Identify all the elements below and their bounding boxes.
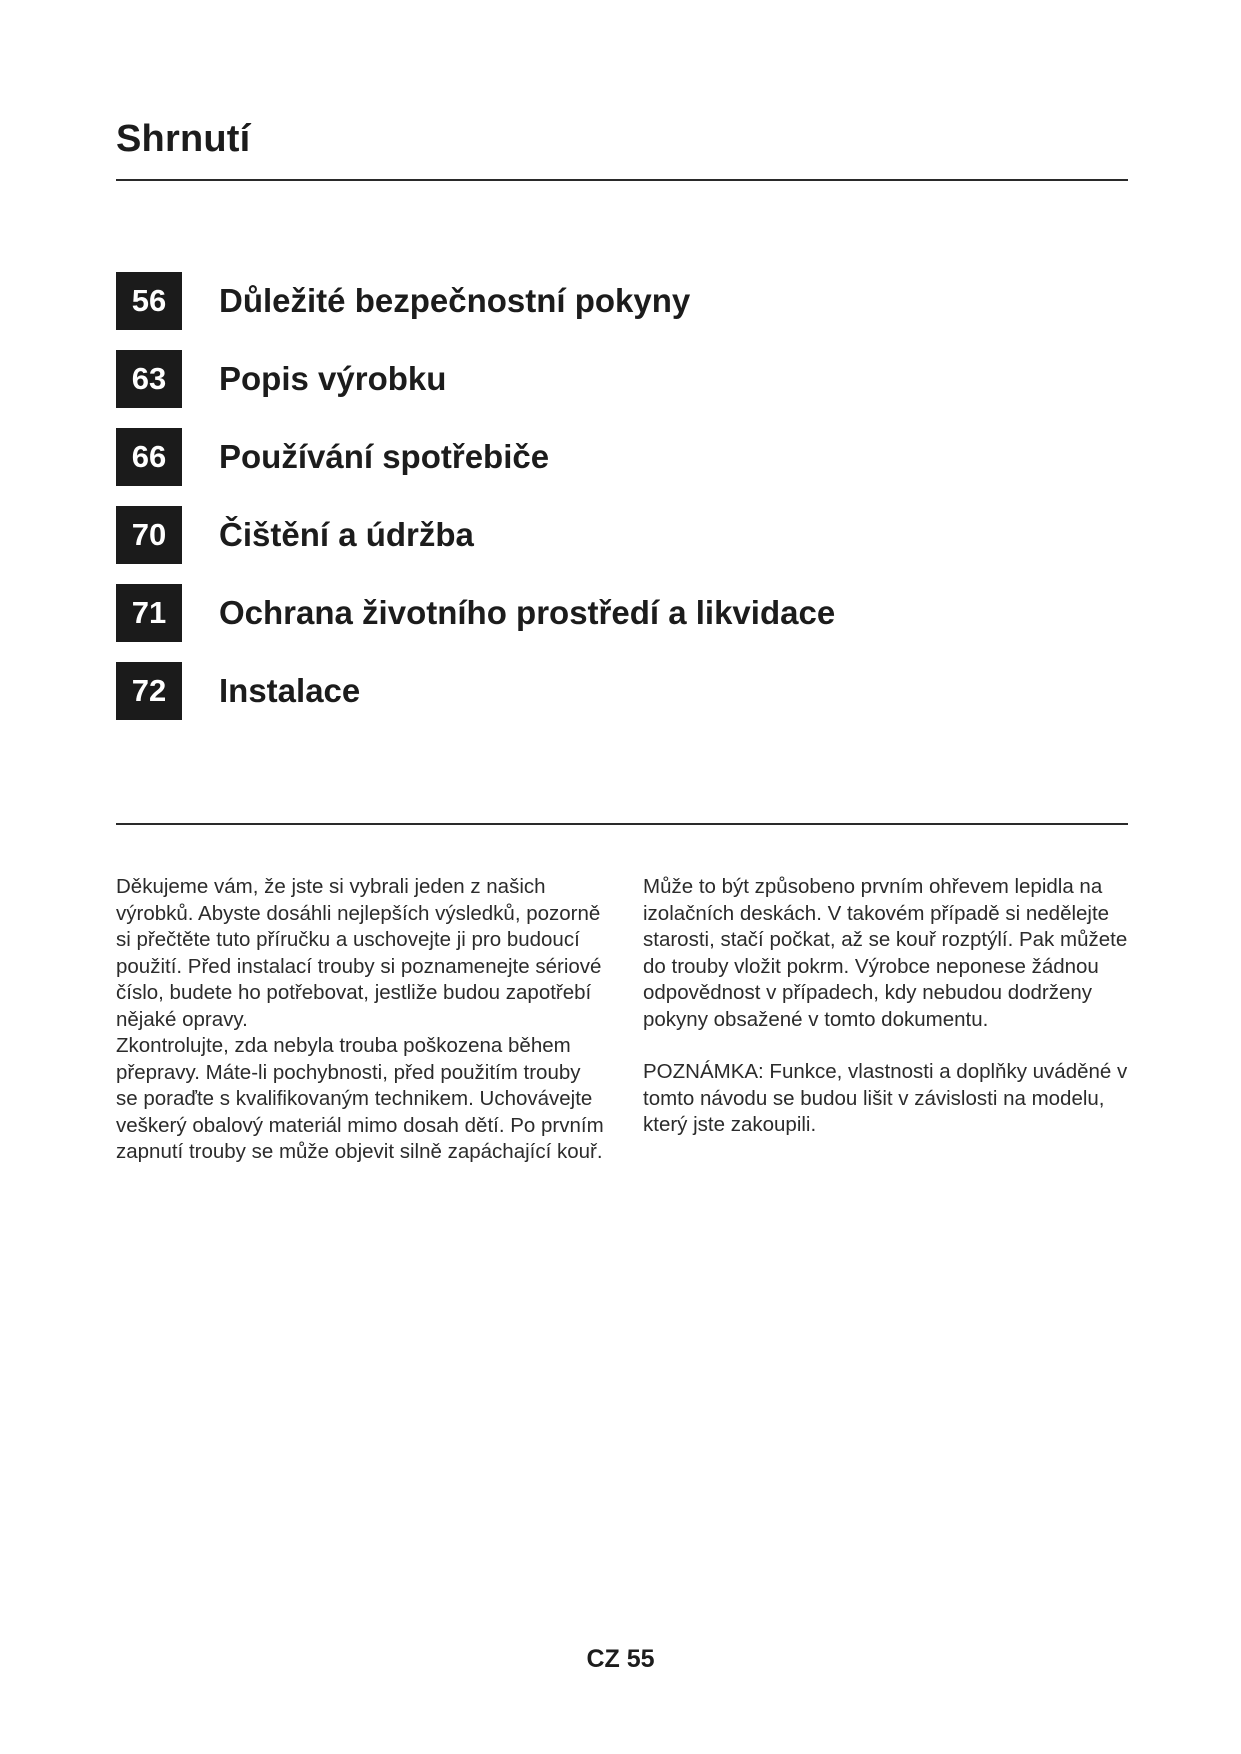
toc-item[interactable] [116,506,1128,564]
toc-page-number: 70 [116,506,182,564]
toc-label: Důležité bezpečnostní pokyny [219,282,691,319]
toc-page-number: 63 [116,350,182,408]
table-of-contents [116,272,1128,740]
toc-item[interactable] [116,428,1128,486]
section-divider [116,823,1128,825]
intro-paragraph: Může to být způsobeno prvním ohřevem lepidla na izolačních deskách. V takovém případě si nedělejte starosti, stačí počkat, až se kouř rozptýlí. Pak můžete do trouby vložit pokrm. Výrobce neponese žádnou odpovědnost v případech, kdy nebudou dodrženy pokyny obsažené v tomto dokumentu. [643,875,1128,1031]
toc-item[interactable] [116,584,1128,642]
page-title: Shrnutí [116,118,251,160]
intro-column-right [643,874,1129,1139]
toc-label: Popis výrobku [219,360,447,397]
title-divider [116,179,1128,181]
intro-paragraph: Děkujeme vám, že jste si vybrali jeden z našich výrobků. Abyste dosáhli nejlepších výsledků, pozorně si přečtěte tuto příručku a uschovejte ji pro budoucí použití. Před instalací trouby si poznamenejte sériové číslo, budete ho potřebovat, jestliže budou zapotřebí nějaké opravy. [116,875,602,1031]
toc-item[interactable] [116,272,1128,330]
toc-page-number: 66 [116,428,182,486]
toc-page-number: 56 [116,272,182,330]
note-paragraph: POZNÁMKA: Funkce, vlastnosti a doplňky uváděné v tomto návodu se budou lišit v závislosti na modelu, který jste zakoupili. [643,1060,1128,1136]
toc-page-number: 72 [116,662,182,720]
toc-item[interactable] [116,662,1128,720]
toc-label: Ochrana životního prostředí a likvidace [219,594,836,631]
toc-item[interactable] [116,350,1128,408]
toc-label: Instalace [219,672,361,709]
intro-column-left [116,874,606,1166]
toc-page-number: 71 [116,584,182,642]
toc-label: Používání spotřebiče [219,438,550,475]
intro-paragraph: Zkontrolujte, zda nebyla trouba poškozena během přepravy. Máte-li pochybnosti, před použitím trouby se poraďte s kvalifikovaným technikem. Uchovávejte veškerý obalový materiál mimo dosah dětí. Po prvním zapnutí trouby se může objevit silně zapáchající kouř. [116,1034,604,1163]
page-number: CZ 55 [586,1645,655,1673]
toc-label: Čištění a údržba [219,516,474,553]
